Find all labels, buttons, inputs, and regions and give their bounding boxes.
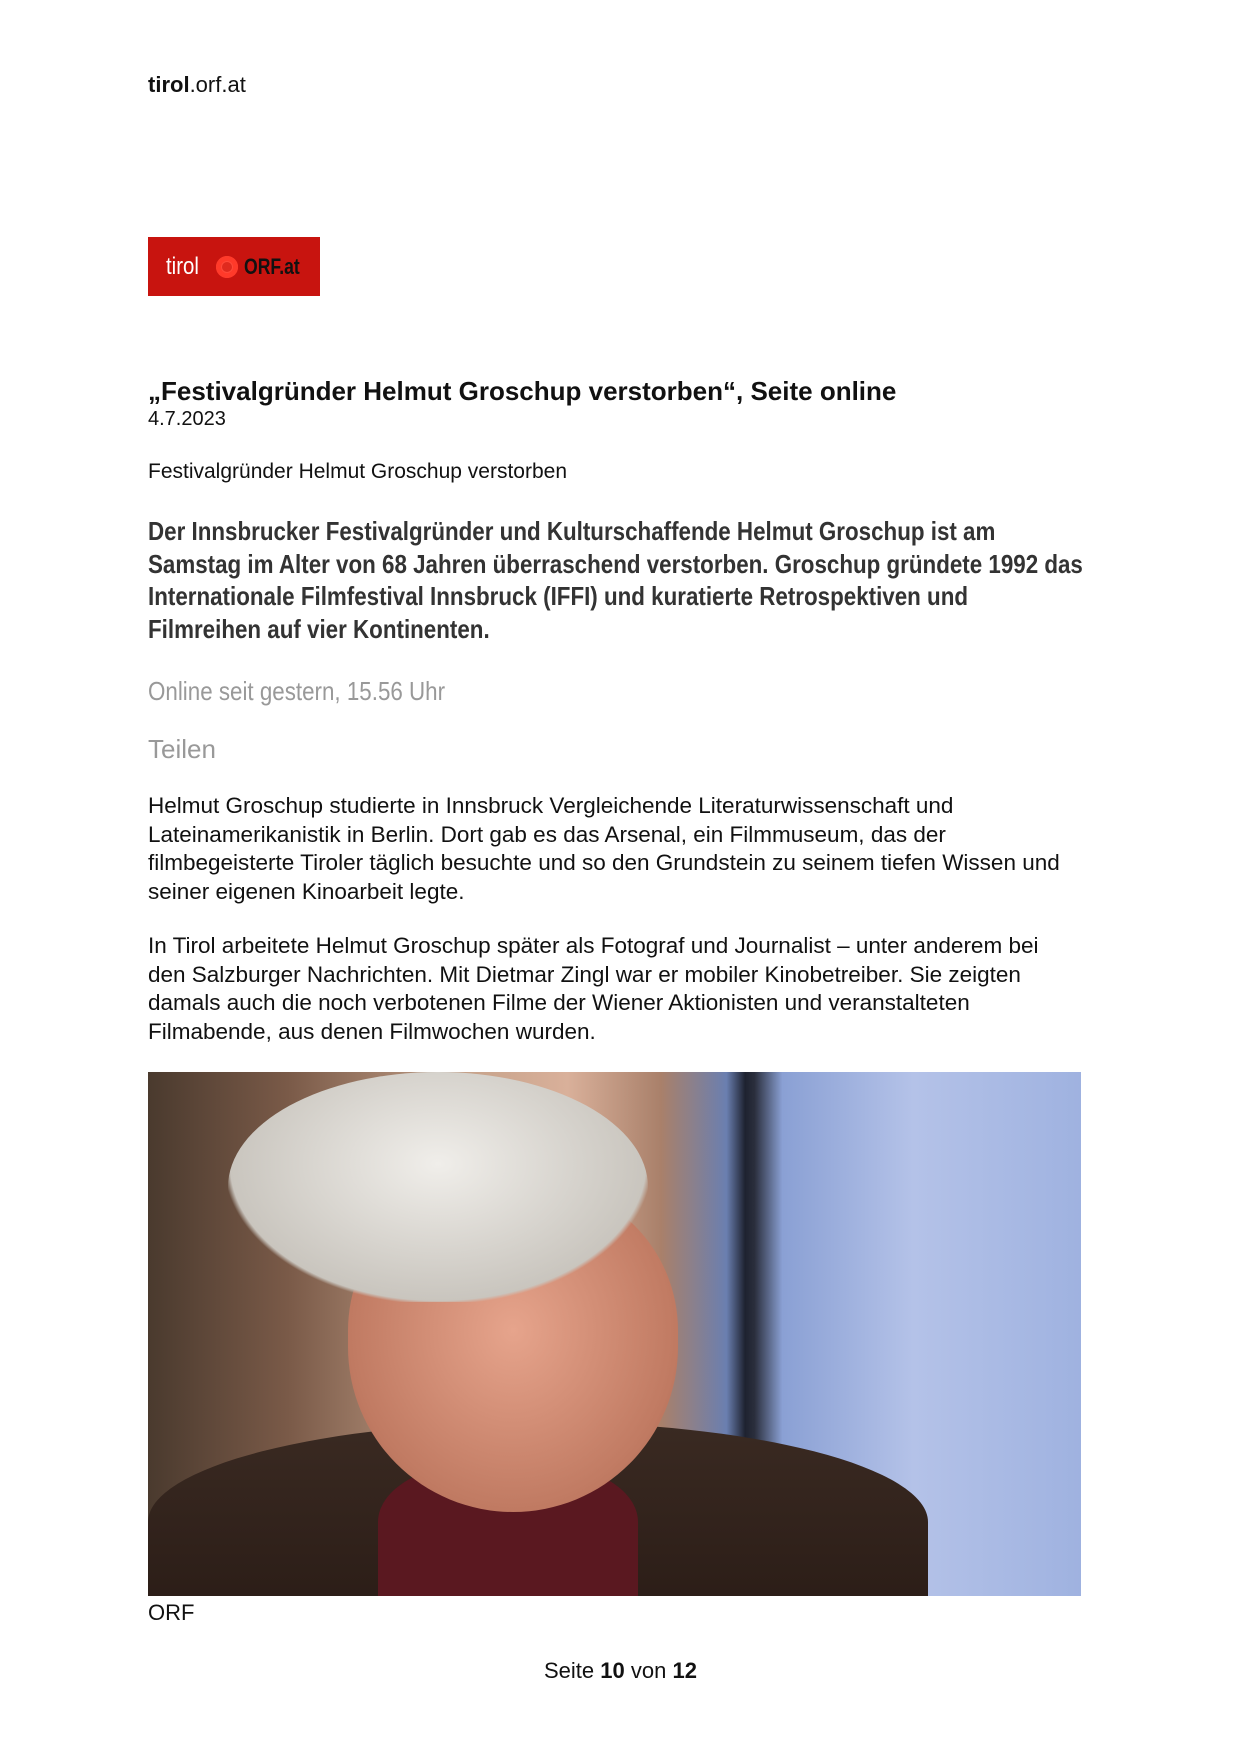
page-footer: [0, 1658, 1241, 1684]
footer-prefix: Seite: [544, 1658, 595, 1683]
article-date: 4.7.2023: [148, 408, 226, 430]
site-url-rest: .orf.at: [189, 72, 246, 97]
footer-page-total: 12: [672, 1658, 697, 1683]
footer-middle: von: [630, 1658, 667, 1683]
article-lead: Der Innsbrucker Festivalgründer und Kulturschaffende Helmut Groschup ist am Samstag im Alter von 68 Jahren überraschend verstorben. Groschup gründete 1992 das Internationale Filmfestival Innsbruck (IFFI) und kuratierte Retrospektiven und Filmreihen auf vier Kontinenten.: [148, 516, 1083, 644]
photo-hair: [228, 1072, 648, 1302]
footer-page-number: 10: [600, 1658, 625, 1683]
paragraph: Helmut Groschup studierte in Innsbruck Vergleichende Literaturwissenschaft und Lateinamerikanistik in Berlin. Dort gab es das Arsenal, ein Filmmuseum, das der filmbegeisterte Tiroler täglich besuchte und so den Grundstein zu seinem tiefen Wissen und seiner eigenen Kinoarbeit legte.: [148, 793, 1060, 904]
online-since: Online seit gestern, 15.56 Uhr: [148, 676, 446, 706]
orf-eye-icon: [216, 256, 238, 278]
article-photo: [148, 1072, 1081, 1596]
site-url-bold: tirol: [148, 72, 190, 97]
share-link[interactable]: Teilen: [148, 734, 216, 764]
article-title: „Festivalgründer Helmut Groschup verstorben“, Seite online: [148, 376, 897, 406]
logo-text-orf: ORF.at: [244, 253, 300, 279]
article-subtitle: Festivalgründer Helmut Groschup verstorben: [148, 460, 568, 483]
paragraph: In Tirol arbeitete Helmut Groschup später als Fotograf und Journalist – unter anderem bei den Salzburger Nachrichten. Mit Dietmar Zingl war er mobiler Kinobetreiber. Sie zeigten damals auch die noch verbotenen Filme der Wiener Aktionisten und veranstalteten Filmabende, aus denen Filmwochen wurden.: [148, 933, 1039, 1044]
logo-text-tirol: tirol: [166, 252, 199, 280]
site-url: [148, 72, 246, 98]
tirol-orf-logo: [148, 237, 320, 296]
photo-caption: ORF: [148, 1600, 195, 1625]
